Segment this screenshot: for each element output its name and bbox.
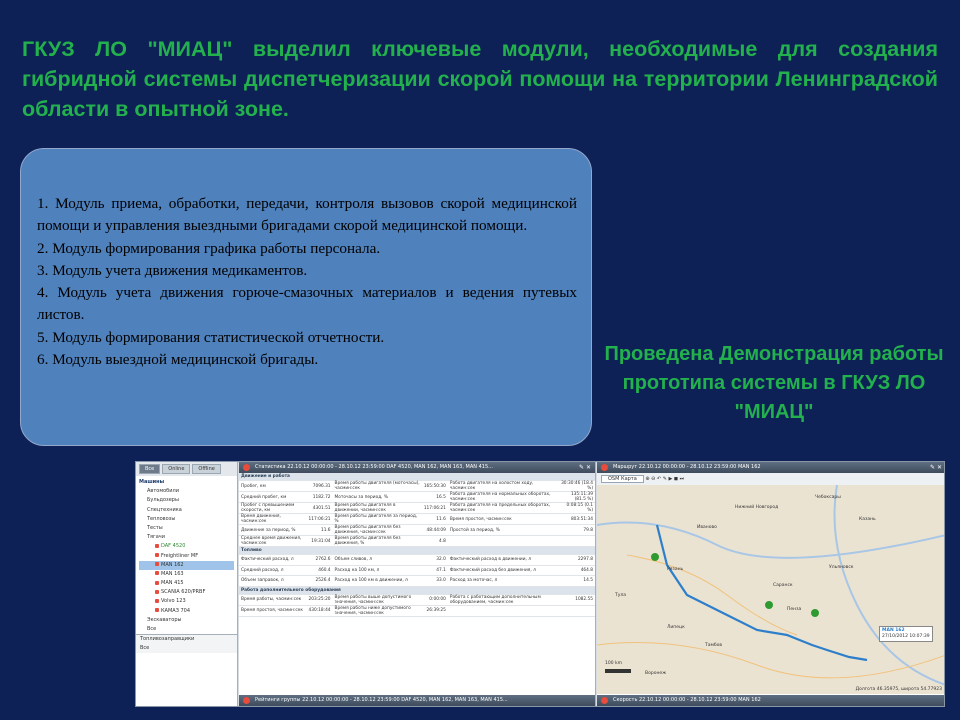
rating-header[interactable]	[239, 695, 595, 706]
table-cell: Фактический расход без движения, л	[448, 565, 558, 576]
table-cell: 4.8	[422, 536, 448, 547]
table-row	[239, 555, 595, 566]
map-layer-select[interactable]: OSM Карта	[601, 475, 644, 483]
table-cell: 203:25:20	[307, 594, 333, 605]
tree-vehicle[interactable]	[139, 597, 234, 606]
tree-vehicle[interactable]	[139, 607, 234, 616]
map-label: Иваново	[697, 525, 717, 530]
statistics-header	[239, 462, 595, 473]
route-header	[597, 462, 945, 473]
window-controls[interactable]: ✎ ✕	[930, 464, 942, 471]
table-cell: 26:39:25	[422, 605, 448, 616]
map-label: Ульяновск	[829, 565, 854, 570]
tree-group[interactable]: Тепловозы	[147, 515, 176, 522]
table-cell: Время работы двигателя (моточасы), часмин:сек	[333, 481, 422, 492]
vehicle-label: КАМАЗ 704	[161, 607, 191, 614]
table-cell: Пробег, км	[239, 481, 307, 492]
table-cell: Работа двигателя на холостом ходу, часмин:сек	[448, 481, 558, 492]
route-panel	[597, 462, 945, 706]
map-tools-icon[interactable]: ⊕ ⊖ ↶ ✎ ▶ ◼ ⏭	[645, 476, 685, 482]
table-cell: 165:50:30	[422, 481, 448, 492]
vehicle-tree-panel	[136, 462, 238, 706]
table-cell: 1082.55	[558, 594, 595, 605]
tree-vehicle[interactable]	[139, 552, 234, 561]
table-row	[239, 492, 595, 503]
app-screenshot	[135, 461, 945, 707]
vehicle-tree	[136, 476, 237, 636]
speed-header[interactable]	[597, 695, 945, 706]
marker-label: MAN 162	[882, 628, 905, 633]
tree-vehicle[interactable]	[139, 570, 234, 579]
table-cell: Движение за период, %	[239, 525, 307, 536]
table-cell: 30:30:46 (18.4 %)	[558, 481, 595, 492]
speed-icon	[601, 697, 608, 704]
table-cell: Время работы, часмин:сек	[239, 594, 307, 605]
table-cell: 79.8	[558, 525, 595, 536]
table-cell: 19:31:04	[307, 536, 333, 547]
table-cell: Пробег с превышением скорости, км	[239, 503, 307, 514]
filter-tabs	[136, 462, 237, 476]
tree-group[interactable]: Топливозаправщики	[140, 636, 195, 642]
tree-vehicle[interactable]	[139, 579, 234, 588]
tab-online[interactable]: Online	[162, 464, 190, 474]
route-icon	[601, 464, 608, 471]
table-row	[239, 514, 595, 525]
table-row	[239, 594, 595, 605]
tree-group[interactable]: Бульдозеры	[147, 497, 179, 504]
statistics-icon	[243, 464, 250, 471]
table-cell	[448, 536, 558, 547]
table-cell: Простой за период, %	[448, 525, 558, 536]
vehicle-status-icon	[155, 599, 159, 603]
map-canvas	[597, 485, 945, 694]
tree-group[interactable]: Все	[147, 626, 157, 632]
table-section-header	[239, 586, 595, 594]
table-cell: Время работы двигателя без движения, %	[333, 536, 422, 547]
map-label: Пенза	[787, 607, 802, 612]
modules-panel	[20, 148, 592, 446]
table-cell: 16.5	[422, 492, 448, 503]
vehicle-status-icon	[155, 571, 159, 575]
map-label: Воронеж	[645, 671, 667, 676]
tree-group[interactable]: Экскаваторы	[147, 616, 182, 623]
rating-icon	[243, 697, 250, 704]
map-label: Липецк	[667, 625, 685, 630]
table-row	[239, 481, 595, 492]
table-cell: Время простоя, часмин:сек	[239, 605, 307, 616]
tree-root[interactable]: Машины	[139, 479, 165, 485]
table-cell	[558, 536, 595, 547]
vehicle-label: SCANIA 620/PRBF	[161, 589, 206, 596]
rating-title: Рейтинги группы 22.10.12 00:00:00 - 28.10.12 23:59:00 DAF 4520, MAN 162, MAN 163, MAN 415...	[255, 697, 508, 703]
map-label: Тамбов	[705, 643, 723, 648]
fuel-truck-section	[136, 634, 237, 653]
tab-offline[interactable]: Offline	[192, 464, 220, 474]
table-cell: 11.6	[307, 525, 333, 536]
table-row	[239, 503, 595, 514]
table-cell: 2297.8	[558, 555, 595, 566]
table-cell	[558, 605, 595, 616]
table-cell: Время работы выше допустимого значения, часмин:сек	[333, 594, 422, 605]
table-cell: Расход на 100 км в движении, л	[333, 576, 422, 587]
table-cell: Моточасы за период, %	[333, 492, 422, 503]
tree-group[interactable]: Автомобили	[147, 488, 179, 495]
vehicle-status-icon	[155, 562, 159, 566]
table-cell: Объем сливов, л	[333, 555, 422, 566]
table-cell: 48:44:09	[422, 525, 448, 536]
table-cell: 464.8	[558, 565, 595, 576]
marker-date: 27/10/2012 10:07:39	[882, 634, 930, 639]
tab-all[interactable]: Все	[139, 464, 160, 474]
tree-group[interactable]: Тесты	[147, 524, 163, 531]
vehicle-label: DAF 4520	[161, 543, 186, 550]
table-row	[239, 525, 595, 536]
slide-title: ГКУЗ ЛО "МИАЦ" выделил ключевые модули, необходимые для создания гибридной системы диспетчеризации скорой помощи на территории Ленинградской области в опытной зоне.	[22, 37, 938, 121]
table-section-header	[239, 473, 595, 481]
map-label: Саранск	[773, 583, 793, 588]
table-cell: 117:06:21	[307, 514, 333, 525]
map-label: Нижний Новгород	[735, 505, 779, 510]
demo-caption: Проведена Демонстрация работы прототипа системы в ГКУЗ ЛО "МИАЦ"	[604, 343, 944, 423]
route-title: Маршрут 22.10.12 00:00:00 - 28.10.12 23:59:00 MAN 162	[613, 464, 761, 470]
tree-vehicle[interactable]	[139, 588, 234, 597]
table-cell: Работа с работающим дополнительным оборудованием, часмин:сек	[448, 594, 558, 605]
vehicle-status-icon	[155, 553, 159, 557]
tree-vehicle[interactable]	[139, 542, 234, 551]
speed-title: Скорость 22.10.12 00:00:00 - 28.10.12 23:59:00 MAN 162	[613, 697, 761, 703]
table-cell: 14.5	[558, 576, 595, 587]
table-cell: 0:08:15 (0.1 %)	[558, 503, 595, 514]
section-title: Движение и работа	[239, 473, 595, 481]
table-cell: 430:18:44	[307, 605, 333, 616]
table-cell: Время движения, часмин:сек	[239, 514, 307, 525]
table-cell: 135:11:39 (81.5 %)	[558, 492, 595, 503]
module-item: 4. Модуль учета движения горюче-смазочных материалов и ведения путевых листов.	[37, 284, 577, 324]
route-map[interactable]	[597, 485, 945, 694]
coordinates-readout: Долгота 46.35975, широта 54.77923	[855, 687, 942, 692]
table-cell: 2526.4	[307, 576, 333, 587]
table-section-header	[239, 547, 595, 555]
module-item: 6. Модуль выездной медицинской бригады.	[37, 351, 319, 369]
vehicle-label: MAN 162	[161, 561, 184, 568]
vehicle-status-icon	[155, 581, 159, 585]
table-cell: Время работы ниже допустимого значения, часмин:сек	[333, 605, 422, 616]
section-title: Работа дополнительного оборудования	[239, 586, 595, 594]
table-cell: Время работы двигателя без движения, часмин:сек	[333, 525, 422, 536]
table-cell: 1182.72	[307, 492, 333, 503]
table-cell: 803:51:34	[558, 514, 595, 525]
vehicle-marker-popup[interactable]	[879, 626, 933, 642]
table-cell: Средний расход, л	[239, 565, 307, 576]
table-cell: Работа двигателя на нормальных оборотах, часмин:сек	[448, 492, 558, 503]
tree-group[interactable]: Спецтехника	[147, 506, 182, 513]
table-cell: 7096.31	[307, 481, 333, 492]
vehicle-status-icon	[155, 590, 159, 594]
table-cell: Время работы двигателя за период, %	[333, 514, 422, 525]
table-cell: Время работы двигателя в движении, часмин:сек	[333, 503, 422, 514]
table-cell: 4301.51	[307, 503, 333, 514]
statistics-title: Статистика 22.10.12 00:00:00 - 28.10.12 23:59:00 DAF 4520, MAN 162, MAN 163, MAN 415...	[255, 464, 493, 470]
table-cell: Средний пробег, км	[239, 492, 307, 503]
tree-group[interactable]: Все	[140, 645, 150, 651]
table-cell: Время простоя, часмин:сек	[448, 514, 558, 525]
statistics-panel	[239, 462, 596, 706]
window-controls[interactable]: ✎ ✕	[579, 464, 591, 471]
vehicle-status-icon	[155, 608, 159, 612]
map-scale: 100 km	[605, 661, 623, 666]
table-cell	[448, 605, 558, 616]
map-label: Чебоксары	[815, 495, 841, 500]
table-cell: Работа двигателя на предельных оборотах, часмин:сек	[448, 503, 558, 514]
table-cell: Среднее время движения, часмин:сек	[239, 536, 307, 547]
table-cell: 32.0	[422, 555, 448, 566]
table-cell: 11.6	[422, 514, 448, 525]
table-cell: Фактический расход, л	[239, 555, 307, 566]
vehicle-label: MAN 415	[161, 580, 184, 587]
table-row	[239, 576, 595, 587]
table-cell: 460.4	[307, 565, 333, 576]
map-label: Рязань	[667, 567, 684, 572]
map-label: Казань	[859, 517, 876, 522]
statistics-table	[239, 473, 595, 617]
table-cell: 2762.6	[307, 555, 333, 566]
tree-group[interactable]: Тягачи	[147, 534, 165, 541]
vehicle-label: Freightliner MF	[161, 552, 199, 559]
vehicle-label: Volvo 123	[161, 598, 186, 605]
module-item: 3. Модуль учета движения медикаментов.	[37, 261, 308, 279]
table-cell: Объем заправок, л	[239, 576, 307, 587]
table-row	[239, 565, 595, 576]
table-cell: 117:06:21	[422, 503, 448, 514]
table-cell: Фактический расход в движении, л	[448, 555, 558, 566]
tree-vehicle-selected[interactable]	[139, 561, 234, 570]
table-cell: 33.0	[422, 576, 448, 587]
module-item: 2. Модуль формирования графика работы персонала.	[37, 239, 381, 257]
section-title: Топливо	[239, 547, 595, 555]
table-cell: Расход за моточас, л	[448, 576, 558, 587]
map-label: Тула	[615, 593, 627, 598]
table-row	[239, 536, 595, 547]
table-cell: 47.1	[422, 565, 448, 576]
modules-list	[37, 193, 577, 371]
table-cell: 0:00:00	[422, 594, 448, 605]
vehicle-label: MAN 163	[161, 570, 184, 577]
table-row	[239, 605, 595, 616]
module-item: 5. Модуль формирования статистической отчетности.	[37, 328, 385, 346]
module-item: 1. Модуль приема, обработки, передачи, контроля вызовов скорой медицинской помощи и управления выездными бригадами скорой медицинской помощи.	[37, 195, 577, 235]
table-cell: Расход на 100 км, л	[333, 565, 422, 576]
vehicle-status-icon	[155, 544, 159, 548]
